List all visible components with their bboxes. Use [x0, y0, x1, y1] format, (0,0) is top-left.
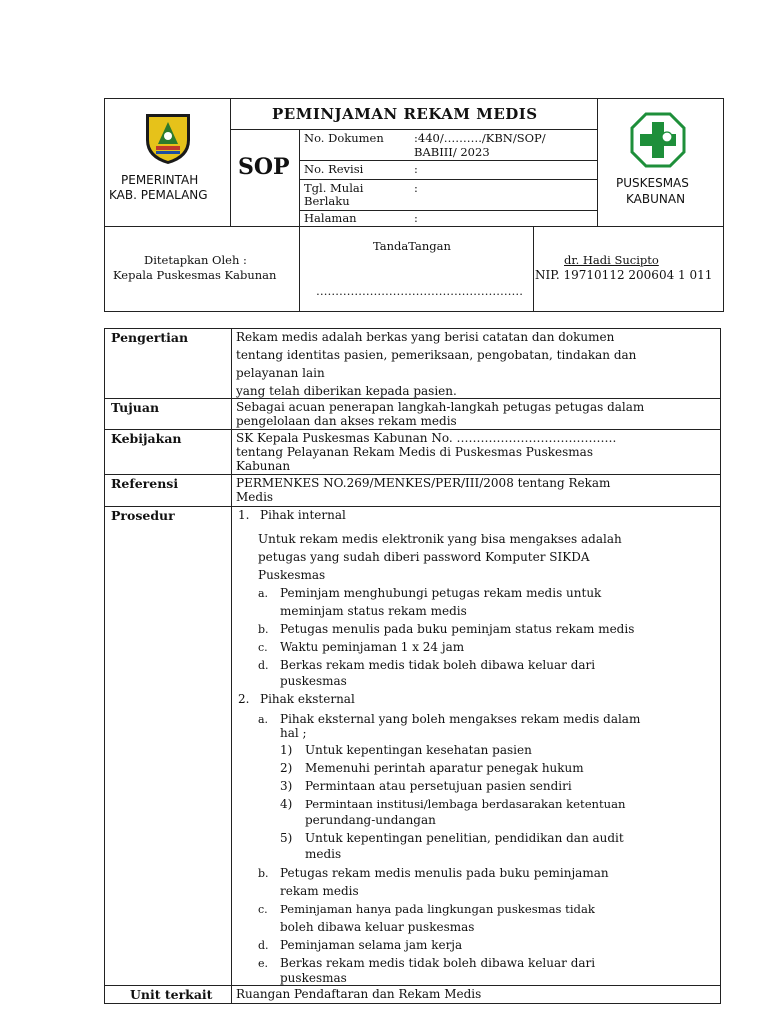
p1-d-marker: d. [258, 659, 269, 672]
ditetapkan-by: Kepala Puskesmas Kabunan [113, 268, 277, 282]
puskesmas-logo [630, 112, 686, 168]
kebijakan-line-3: Kabunan [236, 459, 291, 473]
p2-a-line-2: hal ; [280, 726, 307, 740]
referensi-line-1: PERMENKES NO.269/MENKES/PER/III/2008 tentang Rekam [236, 476, 611, 490]
p2-d-line-1: Peminjaman selama jam kerja [280, 938, 463, 952]
kebijakan-label: Kebijakan [111, 431, 182, 446]
p2-sub-2-line-1: Memenuhi perintah aparatur penegak hukum [305, 761, 584, 775]
p1-a-line-1: Peminjam menghubungi petugas rekam medis untuk [280, 586, 602, 600]
p2-e-line-1: Berkas rekam medis tidak boleh dibawa keluar dari [280, 956, 596, 970]
p2-b-line-2: rekam medis [280, 884, 359, 898]
p2-a-line-1: Pihak eksternal yang boleh mengakses rekam medis dalam [280, 712, 641, 726]
field-no-revisi-sep: : [414, 162, 418, 176]
field-no-dokumen-label: No. Dokumen [304, 131, 384, 145]
field-halaman-sep: : [414, 211, 418, 225]
field-tgl-label-2: Berlaku [304, 194, 350, 208]
pengertian-line-1: Rekam medis adalah berkas yang berisi catatan dan dokumen [236, 330, 615, 344]
p1-d-line-1: Berkas rekam medis tidak boleh dibawa keluar dari [280, 658, 596, 672]
p1-intro-1: Untuk rekam medis elektronik yang bisa mengakses adalah [258, 532, 622, 546]
p2-sub-4-marker: 4) [280, 797, 293, 811]
p1-b-line-1: Petugas menulis pada buku peminjam status rekam medis [280, 622, 635, 636]
pengertian-line-2: tentang identitas pasien, pemeriksaan, pengobatan, tindakan dan [236, 348, 637, 362]
left-org-line1: PEMERINTAH [121, 173, 199, 187]
p1-a-line-2: meminjam status rekam medis [280, 604, 467, 618]
tujuan-line-2: pengelolaan dan akses rekam medis [236, 414, 457, 428]
p2-sub-4-line-1: Permintaan institusi/lembaga berdasarakan ketentuan [305, 797, 626, 811]
official-name: dr. Hadi Sucipto [564, 253, 659, 267]
p2-sub-5-line-2: medis [305, 847, 342, 861]
document-title: PEMINJAMAN REKAM MEDIS [272, 105, 538, 123]
field-tgl-label: Tgl. Mulai [304, 181, 364, 195]
field-tgl-sep: : [414, 181, 418, 195]
kebijakan-line-1: SK Kepala Puskesmas Kabunan No. …………………………………. [236, 431, 617, 445]
unit-terkait-label: Unit terkait [130, 987, 213, 1002]
prosedur-label: Prosedur [111, 508, 175, 523]
signature-line: ……………………………………………… [316, 284, 523, 298]
sop-label: SOP [238, 154, 290, 180]
left-org-line2: KAB. PEMALANG [109, 188, 208, 202]
p1-intro-3: Puskesmas [258, 568, 326, 582]
p2-sub-1-marker: 1) [280, 743, 293, 757]
p2-b-line-1: Petugas rekam medis menulis pada buku peminjaman [280, 866, 609, 880]
p2-sub-2-marker: 2) [280, 761, 293, 775]
unit-terkait-value: Ruangan Pendaftaran dan Rekam Medis [236, 987, 482, 1001]
pengertian-label: Pengertian [111, 330, 189, 345]
pemalang-crest-logo [142, 110, 194, 166]
p2-number: 2. [238, 692, 250, 706]
pengertian-line-3: pelayanan lain [236, 366, 325, 380]
field-no-dokumen-value: :440/………./KBN/SOP/ [414, 131, 546, 145]
p2-sub-3-line-1: Permintaan atau persetujuan pasien sendiri [305, 779, 572, 793]
p2-title: Pihak eksternal [260, 692, 355, 706]
kebijakan-line-2: tentang Pelayanan Rekam Medis di Puskesmas Puskesmas [236, 445, 593, 459]
p1-title: Pihak internal [260, 508, 346, 522]
p1-c-line-1: Waktu peminjaman 1 x 24 jam [280, 640, 465, 654]
p2-sub-3-marker: 3) [280, 779, 293, 793]
ditetapkan-label: Ditetapkan Oleh : [144, 253, 247, 267]
right-org-line1: PUSKESMAS [616, 176, 689, 190]
p2-sub-4-line-2: perundang-undangan [305, 813, 436, 827]
pengertian-line-4: yang telah diberikan kepada pasien. [236, 384, 457, 398]
p2-c-line-1: Peminjaman hanya pada lingkungan puskesmas tidak [280, 902, 595, 916]
p2-c-line-2: boleh dibawa keluar puskesmas [280, 920, 475, 934]
official-nip: NIP. 19710112 200604 1 011 [535, 268, 713, 282]
p1-number: 1. [238, 508, 250, 522]
p2-d-marker: d. [258, 939, 269, 952]
tujuan-line-1: Sebagai acuan penerapan langkah-langkah petugas petugas dalam [236, 400, 645, 414]
p2-e-line-2: puskesmas [280, 971, 347, 985]
tanda-tangan-label: TandaTangan [373, 239, 451, 253]
p2-b-marker: b. [258, 867, 269, 880]
p2-c-marker: c. [258, 903, 268, 916]
p1-b-marker: b. [258, 623, 269, 636]
referensi-label: Referensi [111, 476, 179, 491]
p1-d-line-2: puskesmas [280, 674, 347, 688]
p2-sub-5-marker: 5) [280, 831, 293, 845]
tujuan-label: Tujuan [111, 400, 160, 415]
p1-a-marker: a. [258, 587, 269, 600]
p2-sub-5-line-1: Untuk kepentingan penelitian, pendidikan dan audit [305, 831, 624, 845]
p2-e-marker: e. [258, 957, 269, 970]
referensi-line-2: Medis [236, 490, 274, 504]
p1-intro-2: petugas yang sudah diberi password Komputer SIKDA [258, 550, 590, 564]
p2-sub-1-line-1: Untuk kepentingan kesehatan pasien [305, 743, 532, 757]
p2-a-marker: a. [258, 713, 269, 726]
field-no-revisi-label: No. Revisi [304, 162, 364, 176]
right-org-line2: KABUNAN [626, 192, 686, 206]
field-no-dokumen-value-2: BABIII/ 2023 [414, 145, 490, 159]
p1-c-marker: c. [258, 641, 268, 654]
field-halaman-label: Halaman [304, 211, 357, 225]
